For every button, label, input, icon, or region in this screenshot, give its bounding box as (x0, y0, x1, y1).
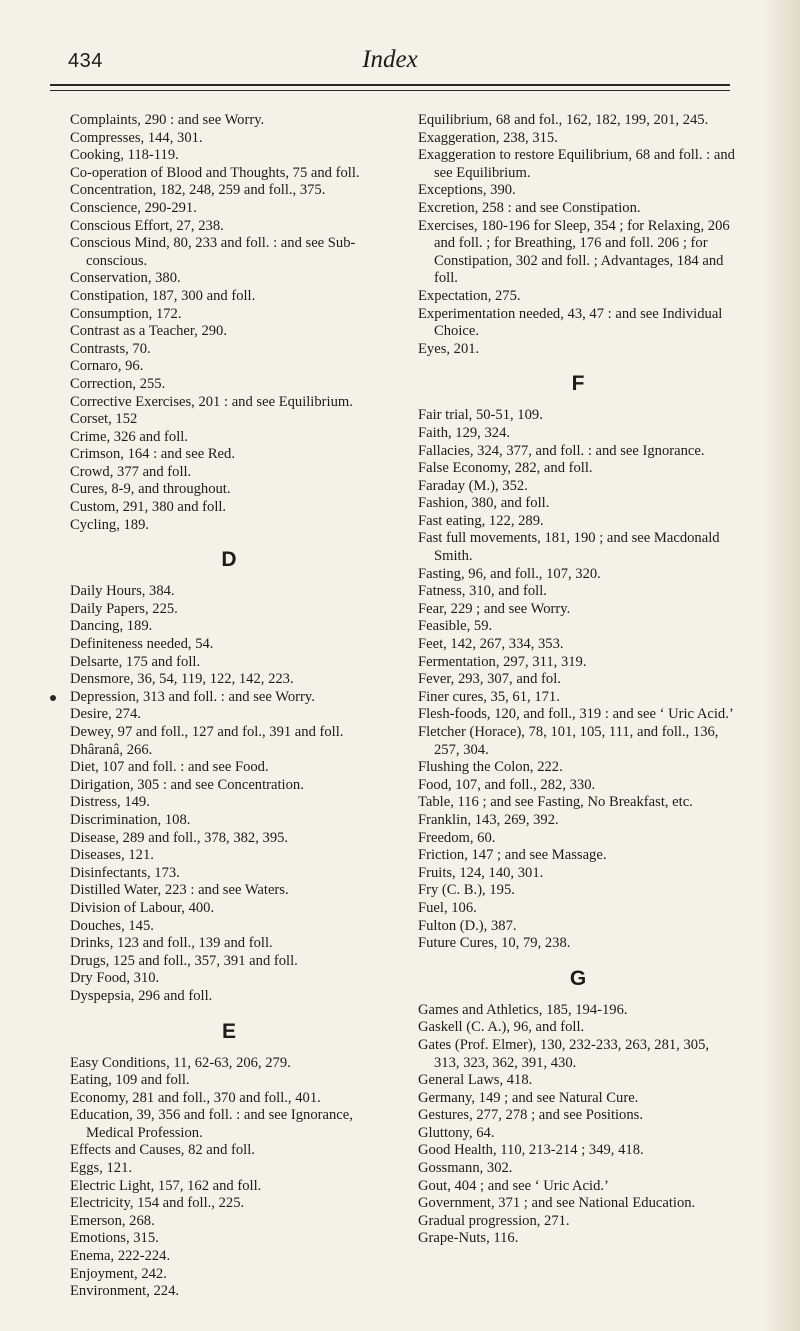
index-entry: Dyspepsia, 296 and foll. (70, 987, 213, 1004)
index-entry: Concentration, 182, 248, 259 and foll., 375. (70, 182, 326, 199)
index-entry: Good Health, 110, 213-214 ; 349, 418. (418, 1142, 644, 1159)
index-entry: Daily Papers, 225. (70, 600, 178, 617)
index-entry: Conscious Mind, 80, 233 and foll. : and see Sub-conscious. (70, 235, 356, 269)
index-entry: Fulton (D.), 387. (418, 917, 517, 934)
index-entry: Equilibrium, 68 and fol., 162, 182, 199, 201, 245. (418, 112, 709, 128)
index-entry: Conservation, 380. (70, 270, 181, 287)
index-entry: Gestures, 277, 278 ; and see Positions. (418, 1107, 643, 1124)
index-entry: Eggs, 121. (70, 1160, 133, 1177)
index-entry: Fear, 229 ; and see Worry. (418, 600, 571, 617)
index-entry: Dhâranâ, 266. (70, 741, 153, 758)
index-entry: Conscience, 290-291. (70, 199, 197, 216)
index-entry: Emotions, 315. (70, 1230, 159, 1247)
index-entry: Corset, 152 (70, 411, 138, 428)
index-entry: Disinfectants, 173. (70, 864, 180, 881)
index-entry: False Economy, 282, and foll. (418, 460, 593, 477)
index-entry: Correction, 255. (70, 375, 166, 392)
index-entry: Distilled Water, 223 : and see Waters. (70, 882, 289, 899)
index-entry: Feet, 142, 267, 334, 353. (418, 636, 564, 653)
index-entry: Gaskell (C. A.), 96, and foll. (418, 1019, 585, 1036)
index-entry: Fermentation, 297, 311, 319. (418, 653, 587, 670)
index-entry: Government, 371 ; and see National Education. (418, 1195, 696, 1212)
index-entry: Distress, 149. (70, 794, 150, 811)
index-entry: Exceptions, 390. (418, 182, 516, 199)
index-entry: Dirigation, 305 : and see Concentration. (70, 776, 304, 793)
index-entry: Faraday (M.), 352. (418, 477, 528, 494)
index-entry: Games and Athletics, 185, 194-196. (418, 1001, 628, 1018)
index-entry: Electric Light, 157, 162 and foll. (70, 1177, 262, 1194)
index-entry: Consumption, 172. (70, 305, 182, 322)
index-entry: Fry (C. B.), 195. (418, 882, 515, 899)
index-entry: Daily Hours, 384. (70, 583, 175, 600)
index-entry: Flesh-foods, 120, and foll., 319 : and see ‘ Uric Acid.’ (418, 706, 734, 723)
index-entry: Friction, 147 ; and see Massage. (418, 847, 607, 864)
index-entry: Desire, 274. (70, 706, 141, 723)
index-entry: Densmore, 36, 54, 119, 122, 142, 223. (70, 671, 294, 688)
index-entry: Table, 116 ; and see Fasting, No Breakfast, etc. (418, 794, 693, 811)
index-entry: Fast full movements, 181, 190 ; and see Macdonald Smith. (418, 530, 720, 565)
index-entry: Delsarte, 175 and foll. (70, 653, 201, 670)
index-entry: Eyes, 201. (418, 340, 480, 357)
index-entry: Gradual progression, 271. (418, 1212, 570, 1229)
index-entry: Enema, 222-224. (70, 1248, 171, 1265)
index-entry: Future Cures, 10, 79, 238. (418, 935, 571, 952)
index-entry: Germany, 149 ; and see Natural Cure. (418, 1089, 639, 1106)
page-header (50, 26, 730, 86)
index-entry: General Laws, 418. (418, 1072, 533, 1089)
section-letter-e: E (221, 1019, 236, 1043)
index-entry: Complaints, 290 : and see Worry. (70, 112, 265, 128)
running-title: Index (362, 46, 418, 73)
index-entry: Cornaro, 96. (70, 358, 144, 375)
index-entry: Dry Food, 310. (70, 970, 160, 987)
index-entry: Dancing, 189. (70, 618, 153, 635)
margin-bullet-mark (50, 695, 56, 701)
index-entry: Eating, 109 and foll. (70, 1072, 190, 1089)
header-rule (50, 90, 730, 91)
index-entry: Franklin, 143, 269, 392. (418, 811, 559, 828)
index-entry: Crowd, 377 and foll. (70, 463, 192, 480)
page-edge-shading (762, 0, 800, 1331)
index-entry: Diseases, 121. (70, 847, 154, 864)
index-entry: Fallacies, 324, 377, and foll. : and see Ignorance. (418, 442, 705, 459)
index-entry: Exercises, 180-196 for Sleep, 354 ; for Relaxing, 206 and foll. ; for Breathing, 176 and foll. 206 ; for Constipation, 302 and foll. ; Advantages, 184 and foll. (418, 217, 730, 287)
index-entry: Drugs, 125 and foll., 357, 391 and foll. (70, 952, 298, 969)
index-entry: Discrimination, 108. (70, 811, 191, 828)
index-entry: Definiteness needed, 54. (70, 636, 214, 653)
index-column-right (418, 112, 738, 1248)
section-letter-f: F (571, 372, 585, 396)
index-entry: Contrast as a Teacher, 290. (70, 323, 227, 340)
index-entry: Enjoyment, 242. (70, 1265, 167, 1282)
index-entry: Faith, 129, 324. (418, 424, 511, 441)
index-entry: Cycling, 189. (70, 516, 150, 533)
index-entry: Education, 39, 356 and foll. : and see Ignorance, Medical Profession. (70, 1107, 353, 1141)
index-entry: Fasting, 96, and foll., 107, 320. (418, 565, 601, 582)
index-entry: Finer cures, 35, 61, 171. (418, 688, 560, 705)
index-entry: Emerson, 268. (70, 1212, 155, 1229)
index-entry: Fatness, 310, and foll. (418, 583, 547, 600)
index-column-left (70, 112, 388, 1301)
index-entry: Environment, 224. (70, 1283, 180, 1300)
index-entry: Co-operation of Blood and Thoughts, 75 and foll. (70, 164, 360, 181)
index-entry: Custom, 291, 380 and foll. (70, 499, 227, 516)
index-entry: Flushing the Colon, 222. (418, 759, 563, 776)
index-entry: Depression, 313 and foll. : and see Worry. (70, 688, 315, 705)
section-letter-d: D (221, 548, 237, 572)
index-entry: Fast eating, 122, 289. (418, 512, 544, 529)
index-entry: Drinks, 123 and foll., 139 and foll. (70, 935, 273, 952)
index-entry: Expectation, 275. (418, 287, 521, 304)
index-entry: Fruits, 124, 140, 301. (418, 864, 544, 881)
index-entry: Contrasts, 70. (70, 340, 151, 357)
index-entry: Gluttony, 64. (418, 1124, 495, 1141)
index-entry: Fuel, 106. (418, 899, 477, 916)
index-entry: Compresses, 144, 301. (70, 129, 203, 146)
index-entry: Corrective Exercises, 201 : and see Equilibrium. (70, 393, 353, 410)
index-entry: Division of Labour, 400. (70, 899, 215, 916)
index-entry: Constipation, 187, 300 and foll. (70, 287, 256, 304)
index-entry: Douches, 145. (70, 917, 154, 934)
index-entry: Economy, 281 and foll., 370 and foll., 401. (70, 1089, 321, 1106)
index-entry: Crimson, 164 : and see Red. (70, 446, 235, 463)
index-entry: Cooking, 118-119. (70, 147, 179, 164)
index-entry: Electricity, 154 and foll., 225. (70, 1195, 245, 1212)
index-entry: Fashion, 380, and foll. (418, 495, 550, 512)
section-letter-g: G (569, 966, 587, 990)
index-entry: Food, 107, and foll., 282, 330. (418, 776, 596, 793)
index-entry: Cures, 8-9, and throughout. (70, 481, 231, 498)
index-entry: Gossmann, 302. (418, 1160, 513, 1177)
index-entry: Experimentation needed, 43, 47 : and see Individual Choice. (418, 305, 723, 340)
index-entry: Crime, 326 and foll. (70, 428, 188, 445)
index-entry: Effects and Causes, 82 and foll. (70, 1142, 255, 1159)
index-entry: Grape-Nuts, 116. (418, 1230, 519, 1247)
index-entry: Fair trial, 50-51, 109. (418, 407, 543, 424)
index-entry: Gout, 404 ; and see ‘ Uric Acid.’ (418, 1177, 609, 1194)
index-entry: Fletcher (Horace), 78, 101, 105, 111, and foll., 136, 257, 304. (418, 724, 719, 758)
index-entry: Fever, 293, 307, and fol. (418, 671, 561, 688)
index-entry: Exaggeration, 238, 315. (418, 129, 558, 146)
index-entry: Freedom, 60. (418, 829, 496, 846)
index-entry: Easy Conditions, 11, 62-63, 206, 279. (70, 1054, 291, 1071)
page-number: 434 (68, 50, 103, 72)
index-entry: Disease, 289 and foll., 378, 382, 395. (70, 829, 289, 846)
index-entry: Exaggeration to restore Equilibrium, 68 and foll. : and see Equilibrium. (418, 147, 735, 181)
index-entry: Diet, 107 and foll. : and see Food. (70, 759, 269, 776)
index-entry: Feasible, 59. (418, 618, 493, 635)
index-entry: Excretion, 258 : and see Constipation. (418, 199, 641, 216)
index-entry: Gates (Prof. Elmer), 130, 232-233, 263, 281, 305, 313, 323, 362, 391, 430. (418, 1036, 710, 1071)
index-entry: Conscious Effort, 27, 238. (70, 217, 224, 234)
index-entry: Dewey, 97 and foll., 127 and fol., 391 and foll. (70, 724, 344, 740)
